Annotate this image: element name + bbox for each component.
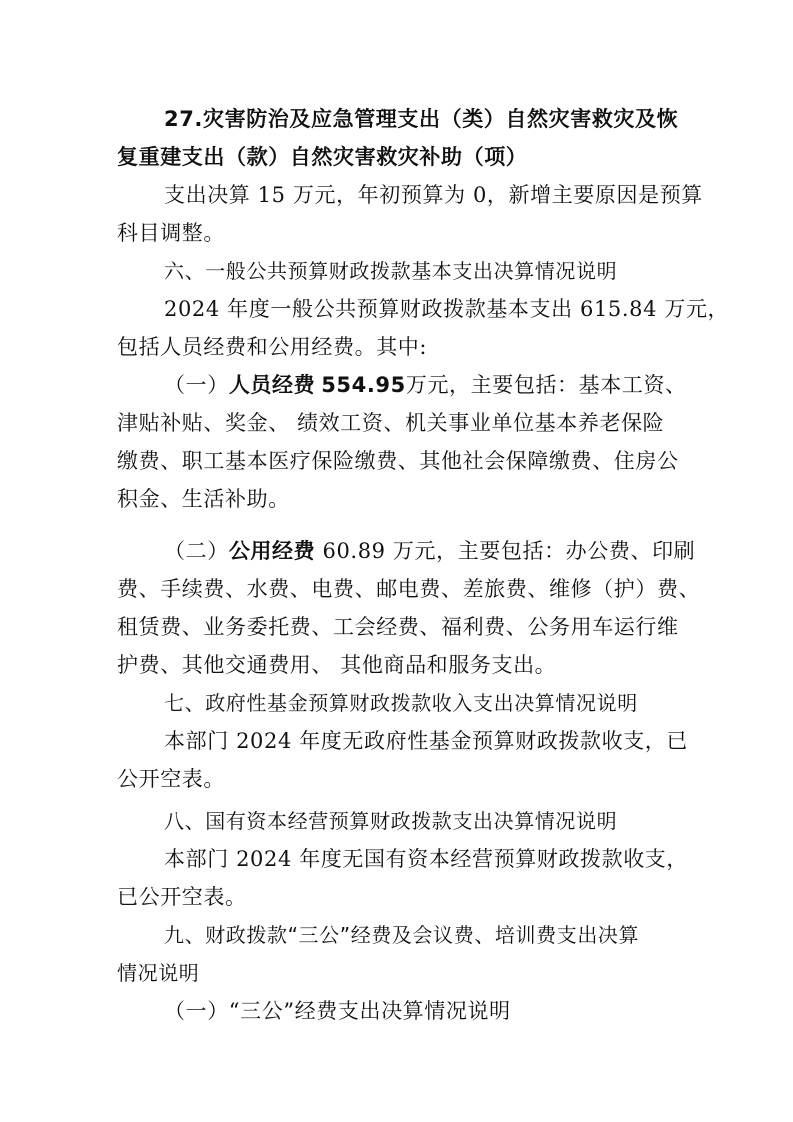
public-expense-line2: 费、手续费、水费、电费、邮电费、差旅费、维修（护）费、 [117, 577, 701, 601]
personnel-prefix: （一） [164, 373, 229, 397]
section6-heading: 六、一般公共预算财政拨款基本支出决算情况说明 [164, 259, 618, 283]
section8-body-line1: 本部门 2024 年度无国有资本经营预算财政拨款收支， [164, 847, 688, 871]
section27-body-line1: 支出决算 15 万元，年初预算为 0，新增主要原因是预算 [164, 183, 703, 207]
public-prefix: （二） [164, 539, 229, 563]
section8-heading: 八、国有资本经营预算财政拨款支出决算情况说明 [164, 809, 618, 833]
section9-heading-line2: 情况说明 [117, 961, 200, 985]
personnel-label: 人员经费 [228, 373, 316, 397]
section6-intro-line2: 包括人员经费和公用经费。其中: [117, 335, 428, 359]
public-expense-line4: 护费、其他交通费用、 其他商品和服务支出。 [117, 653, 557, 677]
section9-heading-line1: 九、财政拨款“三公”经费及会议费、培训费支出决算 [164, 923, 640, 947]
section7-body-line2: 公开空表。 [117, 767, 225, 791]
personnel-expense-line2: 津贴补贴、奖金、 绩效工资、机关事业单位基本养老保险 [117, 411, 665, 435]
section27-title-line1: 27.灾害防治及应急管理支出（类）自然灾害救灾及恢 [164, 107, 679, 131]
public-rest: 60.89 万元，主要包括：办公费、印刷 [315, 539, 696, 563]
personnel-expense-line1 [164, 370, 687, 400]
public-expense-line3: 租赁费、业务委托费、工会经费、福利费、公务用车运行维 [117, 615, 679, 639]
personnel-expense-line3: 缴费、职工基本医疗保险缴费、其他社会保障缴费、住房公 [117, 449, 679, 473]
section8-body-line2: 已公开空表。 [117, 885, 247, 909]
personnel-rest: 万元，主要包括：基本工资、 [405, 373, 687, 397]
section6-intro-line1: 2024 年度一般公共预算财政拨款基本支出 615.84 万元， [164, 297, 730, 321]
section27-title-line2: 复重建支出（款）自然灾害救灾补助（项） [117, 145, 528, 169]
section9-sub1: （一）“三公”经费支出决算情况说明 [164, 999, 511, 1023]
public-expense-line1 [164, 536, 695, 566]
public-label: 公用经费 [228, 539, 316, 563]
section7-body-line1: 本部门 2024 年度无政府性基金预算财政拨款收支，已 [164, 729, 688, 753]
section27-body-line2: 科目调整。 [117, 221, 225, 245]
personnel-expense-line4: 积金、生活补助。 [117, 487, 290, 511]
section7-heading: 七、政府性基金预算财政拨款收入支出决算情况说明 [164, 691, 638, 715]
personnel-amount: 554.95 [321, 373, 406, 397]
